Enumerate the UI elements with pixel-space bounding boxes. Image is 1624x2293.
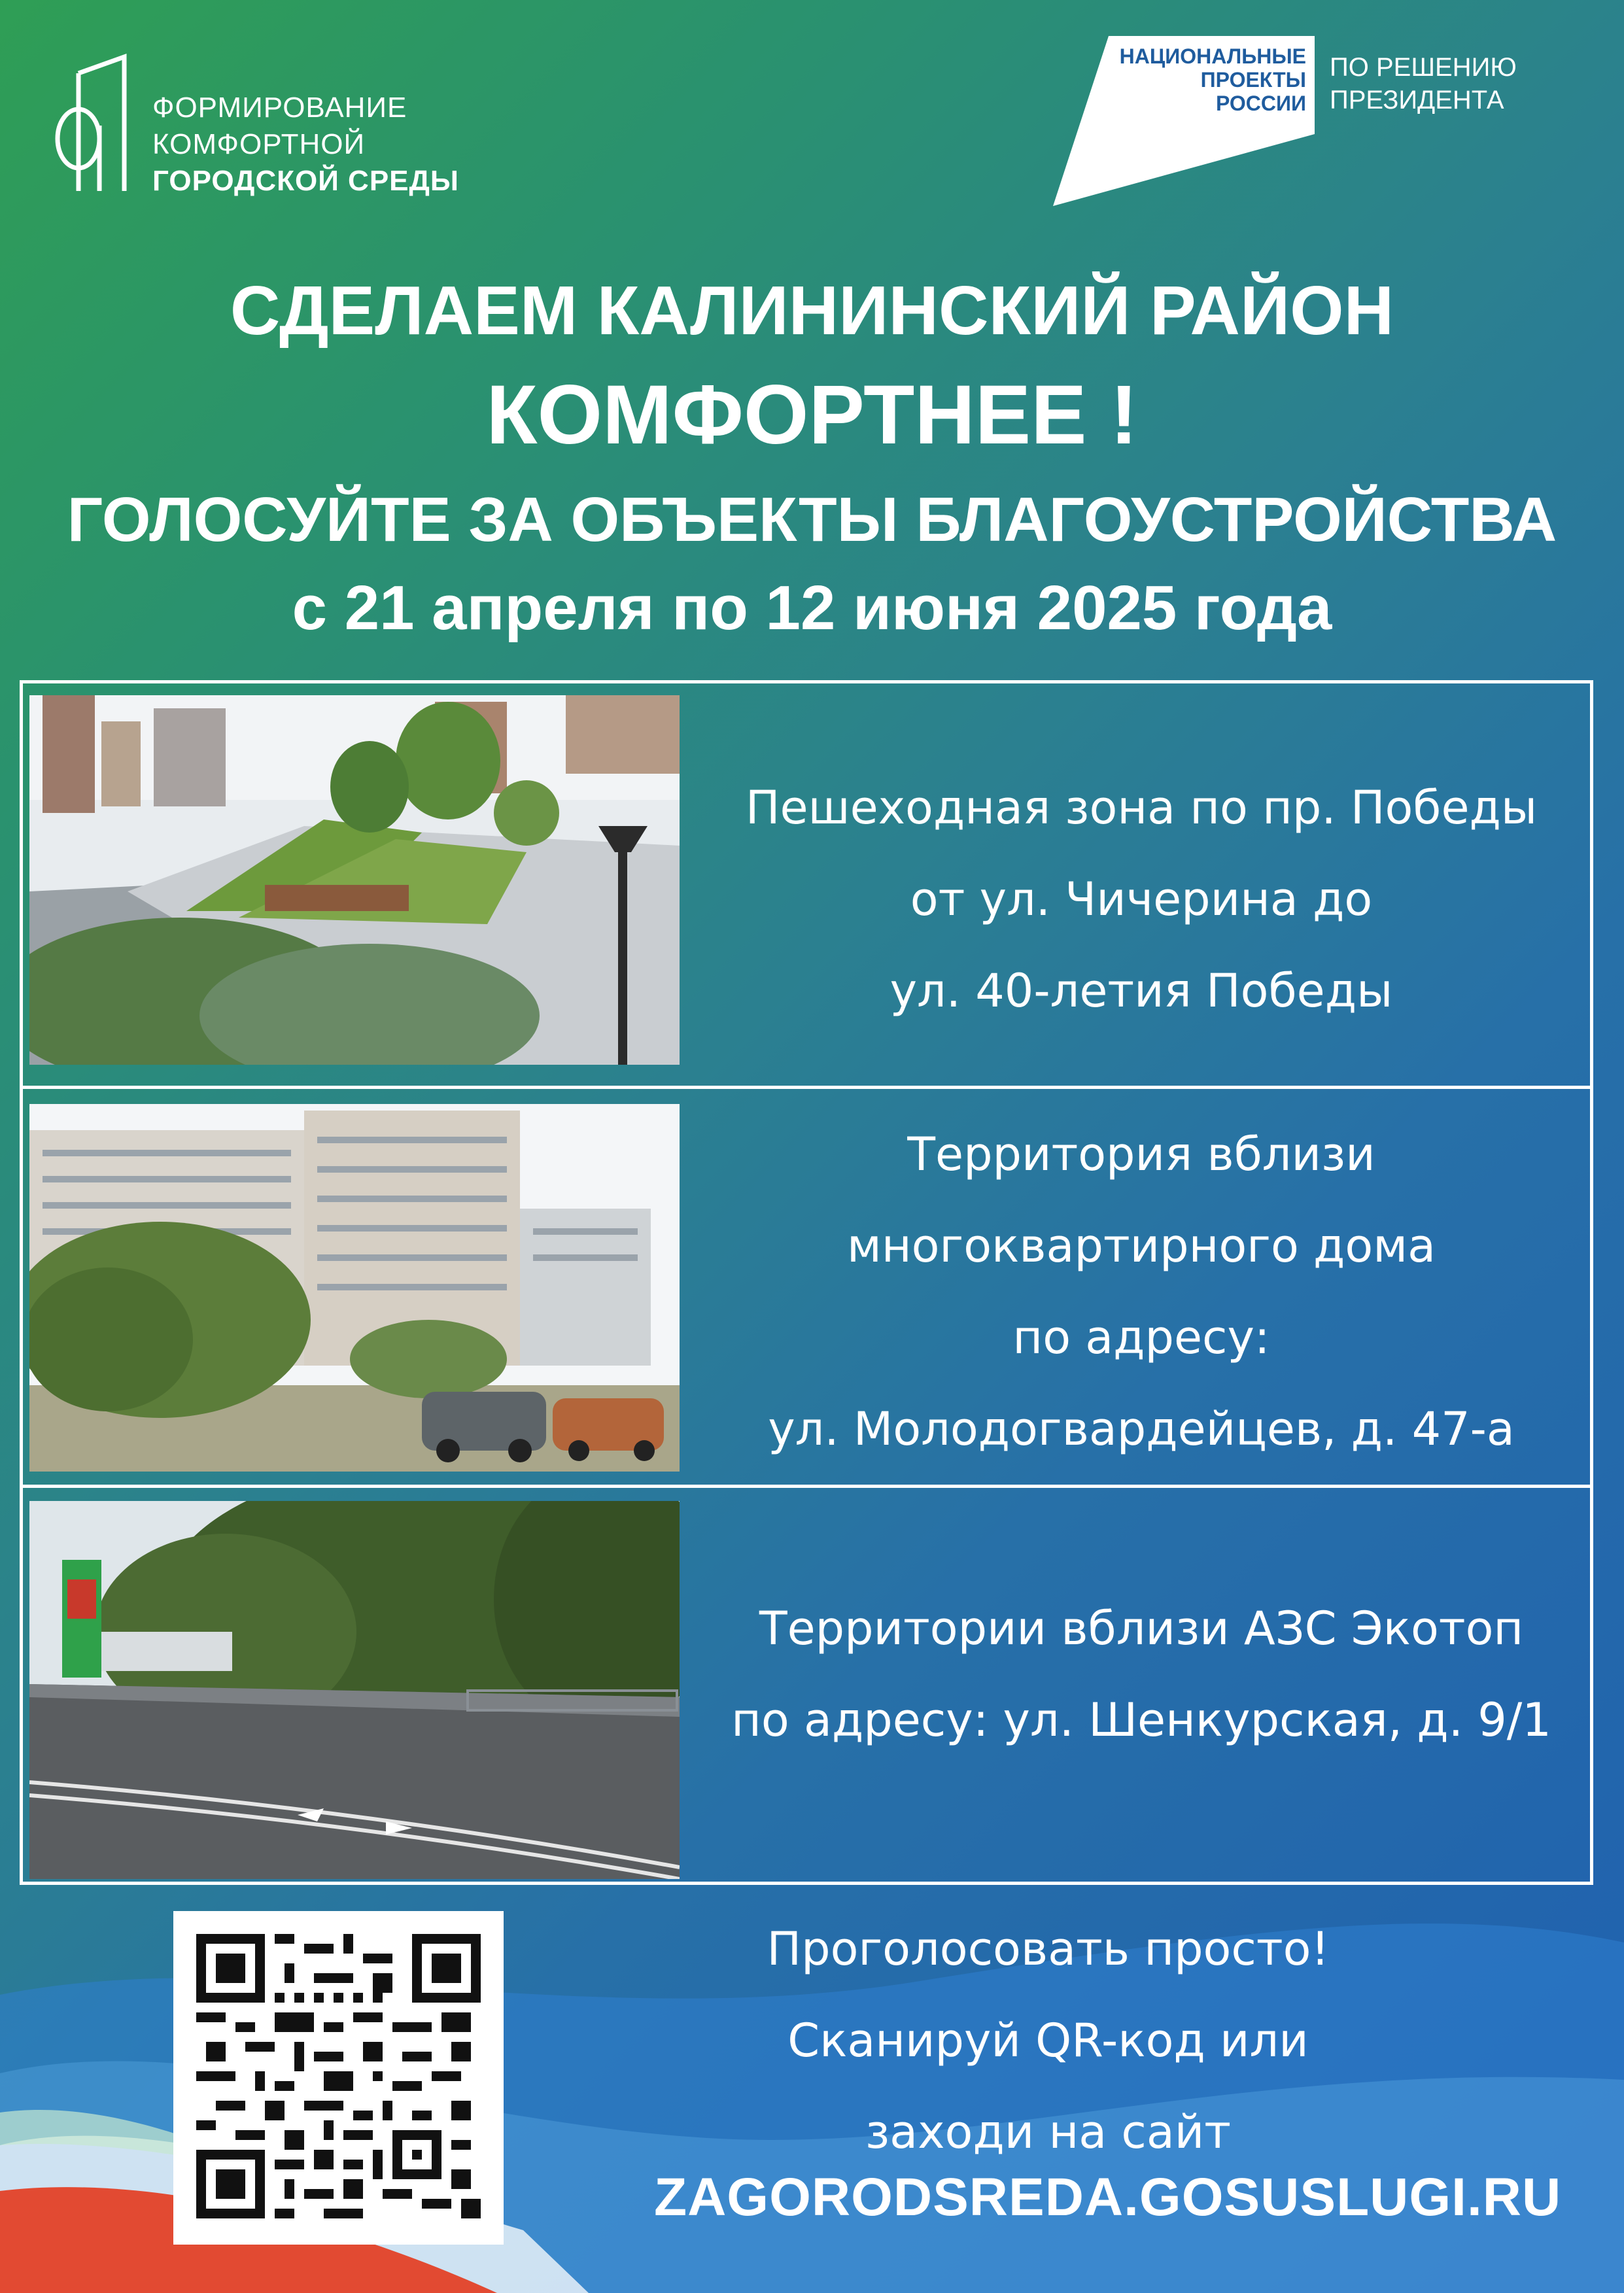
program-title-line1: ФОРМИРОВАНИЕ: [152, 92, 407, 124]
national-projects-line1: НАЦИОНАЛЬНЫЕ: [1119, 44, 1306, 68]
project-3-line2: по адресу: ул. Шенкурская, д. 9/1: [731, 1693, 1551, 1747]
project-1-photo: [29, 695, 680, 1065]
project-1-line1: Пешеходная зона по пр. Победы: [745, 781, 1538, 835]
program-title-line2: КОМФОРТНОЙ: [152, 128, 366, 160]
project-2-line4: ул. Молодогвардейцев, д. 47-а: [768, 1402, 1515, 1456]
cta-line3: заходи на сайт: [865, 2105, 1232, 2159]
qr-code[interactable]: [196, 1934, 481, 2218]
fkgs-building-logo: [52, 54, 144, 198]
headline-line2: КОМФОРТНЕЕ !: [486, 368, 1138, 462]
project-3-photo: [29, 1501, 680, 1879]
president-line1: ПО РЕШЕНИЮ: [1330, 53, 1517, 82]
website-link[interactable]: ZAGORODSREDA.GOSUSLUGI.RU: [654, 2167, 1562, 2227]
national-projects-line3: РОССИИ: [1215, 92, 1306, 115]
project-2-photo: [29, 1104, 680, 1472]
project-3-line1: Территории вблизи АЗС Экотоп: [759, 1602, 1524, 1655]
cta-line1: Проголосовать просто!: [767, 1922, 1330, 1976]
project-1-line2: от ул. Чичерина до: [910, 872, 1373, 926]
president-line2: ПРЕЗИДЕНТА: [1330, 86, 1504, 114]
project-2-description: [693, 1109, 1589, 1475]
project-2-line2: многоквартирного дома: [847, 1219, 1436, 1273]
headline-line3: ГОЛОСУЙТЕ ЗА ОБЪЕКТЫ БЛАГОУСТРОЙСТВА: [67, 485, 1557, 555]
voting-dates: с 21 апреля по 12 июня 2025 года: [292, 573, 1332, 643]
cta-text: [654, 1903, 1442, 2178]
national-projects-line2: ПРОЕКТЫ: [1200, 68, 1306, 92]
project-1-line3: ул. 40-летия Победы: [890, 964, 1393, 1018]
cta-line2: Сканируй QR-код или: [787, 2014, 1309, 2067]
project-3-description: [693, 1583, 1589, 1766]
project-2-line1: Территория вблизи: [907, 1128, 1375, 1181]
headline-line1: СДЕЛАЕМ КАЛИНИНСКИЙ РАЙОН: [230, 272, 1394, 349]
project-1-description: [693, 762, 1589, 1037]
program-title-line3: ГОРОДСКОЙ СРЕДЫ: [152, 165, 459, 197]
project-2-line3: по адресу:: [1012, 1311, 1270, 1364]
